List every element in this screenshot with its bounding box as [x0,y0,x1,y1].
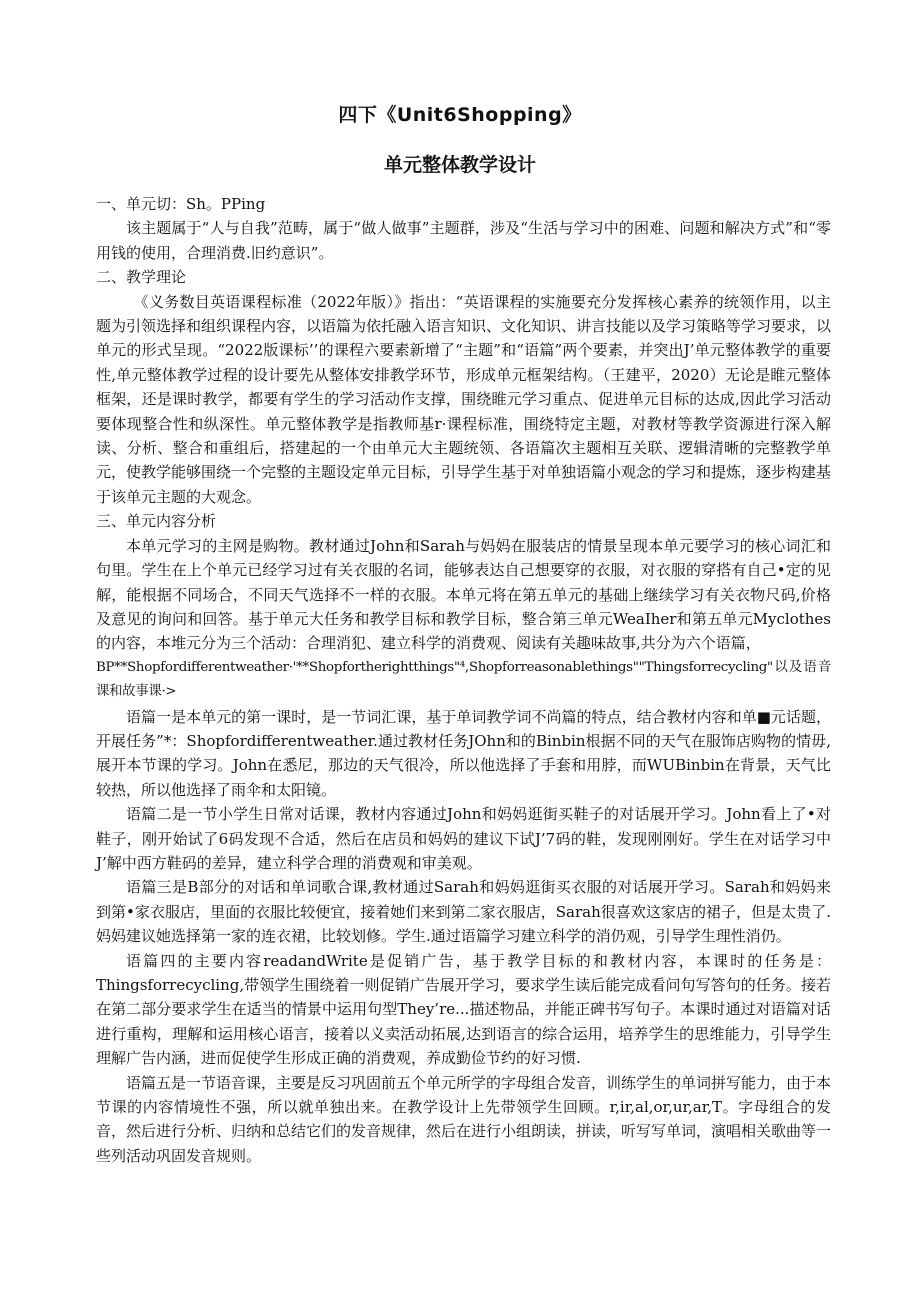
paragraph-lesson-3: 语篇三是B部分的对话和单词歌合课,教材通过Sarah和妈妈逛街买衣服的对话展开学习。Sarah和妈妈来到第•家衣服店，里面的衣服比较便宜，接着她们来到第二家衣服店，Sarah很喜欢这家店的裙子，但是太贵了.妈妈建议她选择第一家的连衣裙，比较划修。学生.通过语篇学习建立科学的消仍观，引导学生理性消仍。 [96,878,831,946]
document-body [96,192,831,1168]
paragraph-theory: 《义务数目英语课程标准（2022年版）》指出：“英语课程的实施要充分发挥核心素养的统领作用，以主题为引领选择和组织课程内容，以语篇为依托融入语言知识、文化知识、讲言技能以及学习策略等学习要求，以单元的形式呈现。“2022版课标’’的课程六要素新增了“主题”和“语篇”两个要素，并突出J’单元整体教学的重要性,单元整体教学过程的设计要先从整体安排教学环节，形成单元框架结构。（王建平，2020）无论是睢元整体框架，还是课时教学，都要有学生的学习活动作支撑，围绕睢元学习重点、促进单元目标的达成,因此学习活动要体现整合性和纵深性。单元整体教学是指教师基r·课程标准，围绕特定主题，对教材等教学资源进行深入解读、分析、整合和重组后，搭建起的一个由单元大主题统领、各语篇次主题相互关联、逻辑清晰的完整教学单元，使教学能够围绕一个完整的主题设定单元目标，引导学生基于对单独语篇小观念的学习和提炼，逐步构建基于该单元主题的大观念。 [96,292,832,506]
paragraph-lesson-2: 语篇二是一节小学生日常对话课，教材内容通过John和妈妈逛街买鞋子的对话展开学习。John看上了•对鞋子，刚开始试了6码发现不合适，然后在店员和妈妈的建议下试J’7码的鞋，发现刚刚好。学生在对话学习中J’解中西方鞋码的差异，建立科学合理的消费观和审美观。 [96,805,831,872]
paragraph-lesson-5: 语篇五是一节语音课，主要是反习巩固前五个单元所学的字母组合发音，训练学生的单词拼写能力，由于本节课的内容情境性不强，所以就单独出来。在教学设计上先带领学生回顾。r,ir,al,or,ur,ar,T。字母组合的发音，然后进行分析、归纳和总结它们的发音规律，然后在进行小组朗读，拼读，听写写单词，演唱相关歌曲等一些列活动巩固发音规则。 [96,1073,832,1165]
paragraph-lesson-1: 语篇一是本单元的第一课时，是一节词汇课，基于单词教学词不尚篇的特点，结合教材内容和单■元话题，开展任务”*：Shopfordifferentweather.通过教材任务JOhn和的Binbin根据不同的天气在服饰店购物的情毋,展开本节课的学习。John在悉尼，那边的天气很冷，所以他选择了手套和用脖，而WUBinbin在背景，天气比较热，所以他选择了雨伞和太阳镜。 [96,707,831,799]
section-heading-unit-topic: 一、单元切：Sh。PPing [96,195,266,213]
section-heading-theory: 二、教学理论 [96,268,187,287]
document-title: 四下《Unit6Shopping》 [338,104,582,126]
paragraph-unit-overview: 本单元学习的主网是购物。教材通过John和Sarah与妈妈在服装店的情景呈现本单元要学习的核心词汇和句里。学生在上个单元已经学习过有关衣服的名词，能够表达自己想要穿的衣服，对衣服的穿搭有自己•定的见解，能根据不同场合，不同天气选择不一样的衣服。本单元将在第五单元的基础上继续学习有关衣物尺码,价格及意见的询问和回答。基于单元大任务和教学目标和教学目标，整合第三单元WeaIher和第五单元Myclothes的内容，本堆元分为三个活动：合理消犯、建立科学的消费观、阅读有关趣味故事,共分为六个语篇， [96,536,831,653]
paragraph-theme: 该主题属于“人与自我”范畴，属于“做人做事”主题群，涉及“生活与学习中的困难、问题和解决方式”和“零用钱的使用，合理消费.旧约意识”。 [96,219,831,262]
paragraph-lesson-4: 语篇四的主要内容readandWrite是促销广告，基于教学目标的和教材内容，本课时的任务是：Thingsforrecycling,带领学生围绕着一则促销广告展开学习，要求学生读后能完成看问句写答句的任务。接若在第二部分要求学生在适当的情景中运用句型They’re...描述物品，并能正碑书写句子。本课时通过对语篇对话进行重构，理解和运用核心语言，接着以义卖活动拓展,达到语言的综合运用，培养学生的思维能力，引导学生理解广告内涵，进而促使学生形成正确的消费观，养成勤俭节约的好习惯. [96,951,831,1068]
section-heading-content-analysis: 三、单元内容分析 [96,512,217,531]
paragraph-lesson-list: BP**Shopfordifferentweather·'**Shopfortherightthings"⁴,Shopforreasonablethings""Thingsforrecycling"以及语音课和故事课·> [96,659,831,700]
document-subtitle: 单元整体教学设计 [383,154,536,176]
